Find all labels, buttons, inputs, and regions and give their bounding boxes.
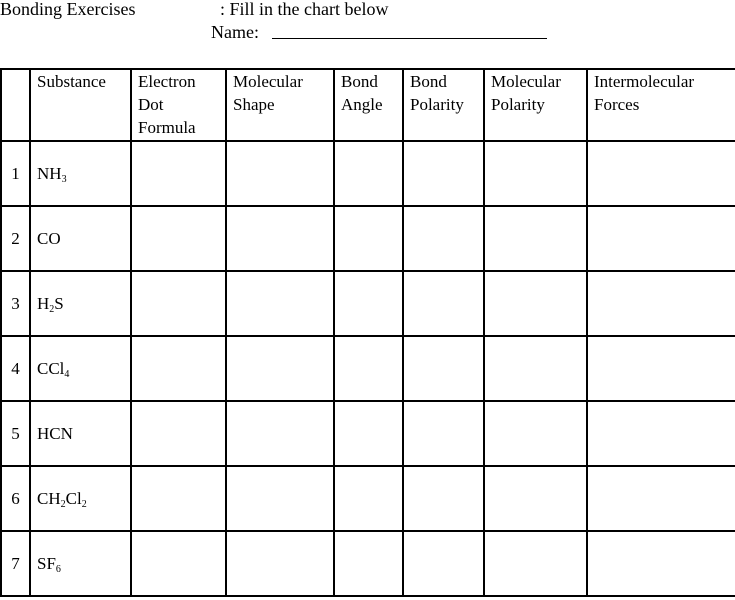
- bond-angle-cell[interactable]: [334, 336, 403, 401]
- row-number: 7: [1, 531, 30, 596]
- formula-text: CH: [37, 489, 61, 508]
- molecular-polarity-cell[interactable]: [484, 271, 587, 336]
- bond-polarity-cell[interactable]: [403, 466, 484, 531]
- formula-subscript: 2: [49, 304, 55, 315]
- bond-polarity-cell[interactable]: [403, 336, 484, 401]
- bond-angle-cell[interactable]: [334, 141, 403, 206]
- bond-angle-cell[interactable]: [334, 531, 403, 596]
- header-label-line: Electron: [138, 72, 196, 91]
- bond-polarity-cell[interactable]: [403, 531, 484, 596]
- name-label: Name:: [211, 22, 259, 42]
- header-cell-molecular-shape: [226, 69, 334, 141]
- intermolecular-forces-cell[interactable]: [587, 466, 735, 531]
- header-row: [1, 69, 735, 141]
- molecular-polarity-cell[interactable]: [484, 336, 587, 401]
- row-number: 1: [1, 141, 30, 206]
- header-cell-bond-angle: [334, 69, 403, 141]
- bond-polarity-cell[interactable]: [403, 271, 484, 336]
- header-label-line: Angle: [341, 95, 383, 114]
- formula-subscript: 4: [64, 369, 70, 380]
- name-blank-line[interactable]: [272, 38, 547, 39]
- header-label-line: Shape: [233, 95, 275, 114]
- intermolecular-forces-cell[interactable]: [587, 141, 735, 206]
- electron-dot-formula-cell[interactable]: [131, 531, 226, 596]
- molecular-polarity-cell[interactable]: [484, 401, 587, 466]
- header-label-line: Molecular: [233, 72, 303, 91]
- intermolecular-forces-cell[interactable]: [587, 401, 735, 466]
- molecular-shape-cell[interactable]: [226, 401, 334, 466]
- formula-subscript: 6: [55, 564, 61, 575]
- molecular-shape-cell[interactable]: [226, 141, 334, 206]
- substance-formula: [30, 531, 131, 596]
- table-row: [1, 531, 735, 596]
- row-number: 2: [1, 206, 30, 271]
- substance-formula: [30, 271, 131, 336]
- molecular-shape-cell[interactable]: [226, 466, 334, 531]
- row-number: 3: [1, 271, 30, 336]
- bond-polarity-cell[interactable]: [403, 141, 484, 206]
- header-label-line: Bond: [341, 72, 378, 91]
- formula-text: H: [37, 294, 50, 313]
- formula-text: HCN: [37, 424, 73, 443]
- formula-text: CCl: [37, 359, 65, 378]
- substance-formula: [30, 401, 131, 466]
- header-cell-intermolecular-forces: [587, 69, 735, 141]
- header-cell-molecular-polarity: [484, 69, 587, 141]
- header-label-line: Bond: [410, 72, 447, 91]
- substance-formula: [30, 206, 131, 271]
- molecular-shape-cell[interactable]: [226, 531, 334, 596]
- electron-dot-formula-cell[interactable]: [131, 141, 226, 206]
- formula-text: CO: [37, 229, 61, 248]
- molecular-shape-cell[interactable]: [226, 206, 334, 271]
- substance-formula: [30, 141, 131, 206]
- header-cell-bond-polarity: [403, 69, 484, 141]
- header-label-line: Polarity: [410, 95, 464, 114]
- substance-formula: [30, 466, 131, 531]
- table-row: [1, 206, 735, 271]
- table-row: [1, 401, 735, 466]
- header-cell-substance: [30, 69, 131, 141]
- molecular-shape-cell[interactable]: [226, 336, 334, 401]
- molecular-polarity-cell[interactable]: [484, 531, 587, 596]
- intermolecular-forces-cell[interactable]: [587, 336, 735, 401]
- bond-angle-cell[interactable]: [334, 401, 403, 466]
- worksheet-title: Bonding Exercises: [0, 0, 136, 19]
- molecular-polarity-cell[interactable]: [484, 141, 587, 206]
- table-row: [1, 466, 735, 531]
- molecular-polarity-cell[interactable]: [484, 466, 587, 531]
- table-row: [1, 336, 735, 401]
- bonding-chart: [0, 68, 735, 597]
- header-label-line: Polarity: [491, 95, 545, 114]
- header-cell-number: [1, 69, 30, 141]
- electron-dot-formula-cell[interactable]: [131, 336, 226, 401]
- header-cell-electron-dot-formula: [131, 69, 226, 141]
- formula-text: NH: [37, 164, 62, 183]
- row-number: 6: [1, 466, 30, 531]
- formula-subscript: 2: [60, 499, 66, 510]
- bond-angle-cell[interactable]: [334, 206, 403, 271]
- formula-subscript: 3: [61, 174, 67, 185]
- electron-dot-formula-cell[interactable]: [131, 271, 226, 336]
- intermolecular-forces-cell[interactable]: [587, 531, 735, 596]
- header-label-line: Intermolecular: [594, 72, 695, 91]
- table-row: [1, 271, 735, 336]
- instruction-text: : Fill in the chart below: [220, 0, 389, 19]
- bond-angle-cell[interactable]: [334, 466, 403, 531]
- formula-text: S: [54, 294, 64, 313]
- electron-dot-formula-cell[interactable]: [131, 206, 226, 271]
- formula-text: SF: [37, 554, 56, 573]
- formula-text: Cl: [65, 489, 82, 508]
- bond-polarity-cell[interactable]: [403, 206, 484, 271]
- electron-dot-formula-cell[interactable]: [131, 401, 226, 466]
- header-label-line: Substance: [37, 72, 106, 91]
- molecular-shape-cell[interactable]: [226, 271, 334, 336]
- electron-dot-formula-cell[interactable]: [131, 466, 226, 531]
- bond-angle-cell[interactable]: [334, 271, 403, 336]
- header-label-line: Forces: [594, 95, 640, 114]
- row-number: 5: [1, 401, 30, 466]
- table-row: [1, 141, 735, 206]
- bond-polarity-cell[interactable]: [403, 401, 484, 466]
- header-label-line: Dot: [138, 95, 164, 114]
- row-number: 4: [1, 336, 30, 401]
- substance-formula: [30, 336, 131, 401]
- molecular-polarity-cell[interactable]: [484, 206, 587, 271]
- header-label-line: Formula: [138, 118, 196, 137]
- formula-subscript: 2: [81, 499, 87, 510]
- intermolecular-forces-cell[interactable]: [587, 271, 735, 336]
- intermolecular-forces-cell[interactable]: [587, 206, 735, 271]
- header-label-line: Molecular: [491, 72, 561, 91]
